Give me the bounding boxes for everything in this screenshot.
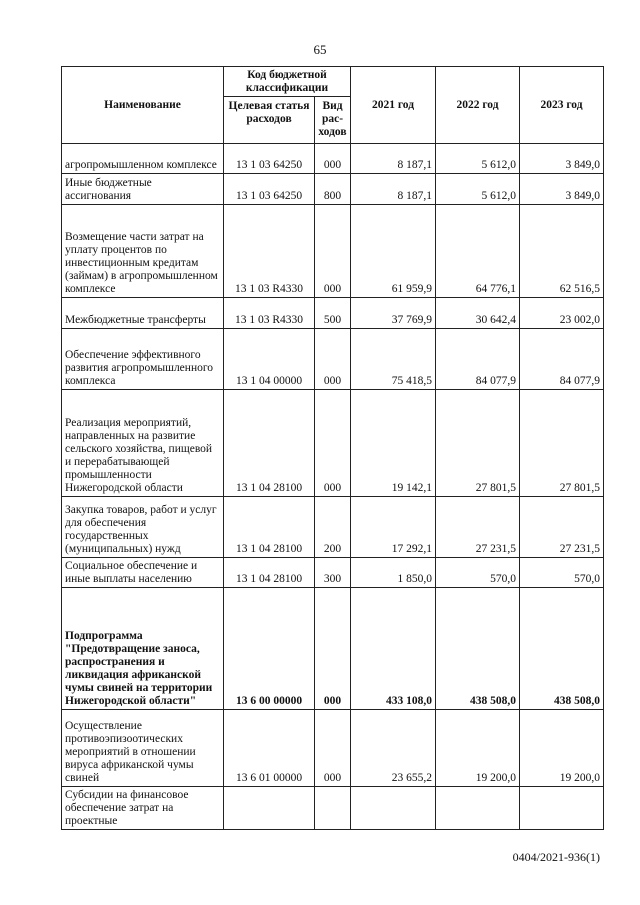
row-type: 500: [315, 298, 351, 329]
row-2021: 19 142,1: [351, 390, 436, 497]
row-2022: 438 508,0: [436, 588, 520, 710]
row-2022: 84 077,9: [436, 329, 520, 390]
row-target: 13 1 04 00000: [224, 329, 315, 390]
header-2021: 2021 год: [351, 67, 436, 144]
row-2021: 23 655,2: [351, 710, 436, 787]
row-2021: 1 850,0: [351, 558, 436, 588]
row-2021: 75 418,5: [351, 329, 436, 390]
row-2023: 3 849,0: [520, 144, 604, 174]
row-2023: 27 801,5: [520, 390, 604, 497]
row-2023: 23 002,0: [520, 298, 604, 329]
page-number: 65: [313, 42, 327, 57]
row-name: Возмещение части затрат на уплату процентов по инвестиционным кредитам (займам) в агропромышленном комплексе: [62, 205, 224, 298]
row-2021: 37 769,9: [351, 298, 436, 329]
row-name: Осуществление противоэпизоотических мероприятий в отношении вируса африканской чумы свиней: [62, 710, 224, 787]
header-kbk: Код бюджетной классификации: [224, 67, 351, 97]
row-2022: 27 801,5: [436, 390, 520, 497]
row-target: 13 1 04 28100: [224, 497, 315, 558]
row-type: 300: [315, 558, 351, 588]
document-code: 0404/2021-936(1): [512, 850, 600, 864]
row-target: 13 1 04 28100: [224, 390, 315, 497]
row-name: Иные бюджетные ассигнования: [62, 174, 224, 205]
table-row: [62, 588, 604, 710]
row-2021: 8 187,1: [351, 144, 436, 174]
row-2023: 84 077,9: [520, 329, 604, 390]
row-name: Обеспечение эффективного развития агропромышленного комплекса: [62, 329, 224, 390]
row-type: 000: [315, 329, 351, 390]
row-target: 13 1 03 R4330: [224, 298, 315, 329]
row-2021: 17 292,1: [351, 497, 436, 558]
row-name: Реализация мероприятий, направленных на развитие сельского хозяйства, пищевой и перерабатывающей промышленности Нижегородской области: [62, 390, 224, 497]
row-2022: 64 776,1: [436, 205, 520, 298]
row-2022: 19 200,0: [436, 710, 520, 787]
row-type: 000: [315, 390, 351, 497]
row-target: [224, 787, 315, 830]
row-name: Закупка товаров, работ и услуг для обеспечения государственных (муниципальных) нужд: [62, 497, 224, 558]
header-2023: 2023 год: [520, 67, 604, 144]
header-2022: 2022 год: [436, 67, 520, 144]
row-type: 200: [315, 497, 351, 558]
row-2022: [436, 787, 520, 830]
table-row: [62, 144, 604, 174]
row-2021: [351, 787, 436, 830]
table-row: [62, 390, 604, 497]
row-target: 13 1 04 28100: [224, 558, 315, 588]
table-row: [62, 329, 604, 390]
header-expense-type: Вид рас-ходов: [315, 97, 351, 144]
row-type: 800: [315, 174, 351, 205]
table-row: [62, 174, 604, 205]
table-row: [62, 298, 604, 329]
table-row: [62, 787, 604, 830]
budget-table: [61, 66, 604, 830]
header-name: Наименование: [62, 67, 224, 144]
row-2023: 438 508,0: [520, 588, 604, 710]
row-2022: 5 612,0: [436, 174, 520, 205]
row-target: 13 6 00 00000: [224, 588, 315, 710]
row-2023: 3 849,0: [520, 174, 604, 205]
row-2023: 62 516,5: [520, 205, 604, 298]
row-target: 13 1 03 R4330: [224, 205, 315, 298]
row-name: Межбюджетные трансферты: [62, 298, 224, 329]
row-name: агропромышленном комплексе: [62, 144, 224, 174]
row-2022: 5 612,0: [436, 144, 520, 174]
row-type: 000: [315, 588, 351, 710]
row-2023: 19 200,0: [520, 710, 604, 787]
header-target-article: Целевая статья расходов: [224, 97, 315, 144]
row-type: 000: [315, 205, 351, 298]
row-2023: 27 231,5: [520, 497, 604, 558]
row-2021: 61 959,9: [351, 205, 436, 298]
row-name: Подпрограмма "Предотвращение заноса, распространения и ликвидация африканской чумы свиней на территории Нижегородской области": [62, 588, 224, 710]
row-name: Социальное обеспечение и иные выплаты населению: [62, 558, 224, 588]
row-2023: 570,0: [520, 558, 604, 588]
row-2021: 433 108,0: [351, 588, 436, 710]
row-2022: 27 231,5: [436, 497, 520, 558]
row-name: Субсидии на финансовое обеспечение затрат на проектные: [62, 787, 224, 830]
table-row: [62, 205, 604, 298]
row-type: [315, 787, 351, 830]
table-row: [62, 558, 604, 588]
row-2023: [520, 787, 604, 830]
row-type: 000: [315, 144, 351, 174]
table-row: [62, 710, 604, 787]
row-2021: 8 187,1: [351, 174, 436, 205]
row-target: 13 1 03 64250: [224, 174, 315, 205]
row-target: 13 1 03 64250: [224, 144, 315, 174]
row-target: 13 6 01 00000: [224, 710, 315, 787]
row-2022: 30 642,4: [436, 298, 520, 329]
table-row: [62, 497, 604, 558]
row-type: 000: [315, 710, 351, 787]
row-2022: 570,0: [436, 558, 520, 588]
